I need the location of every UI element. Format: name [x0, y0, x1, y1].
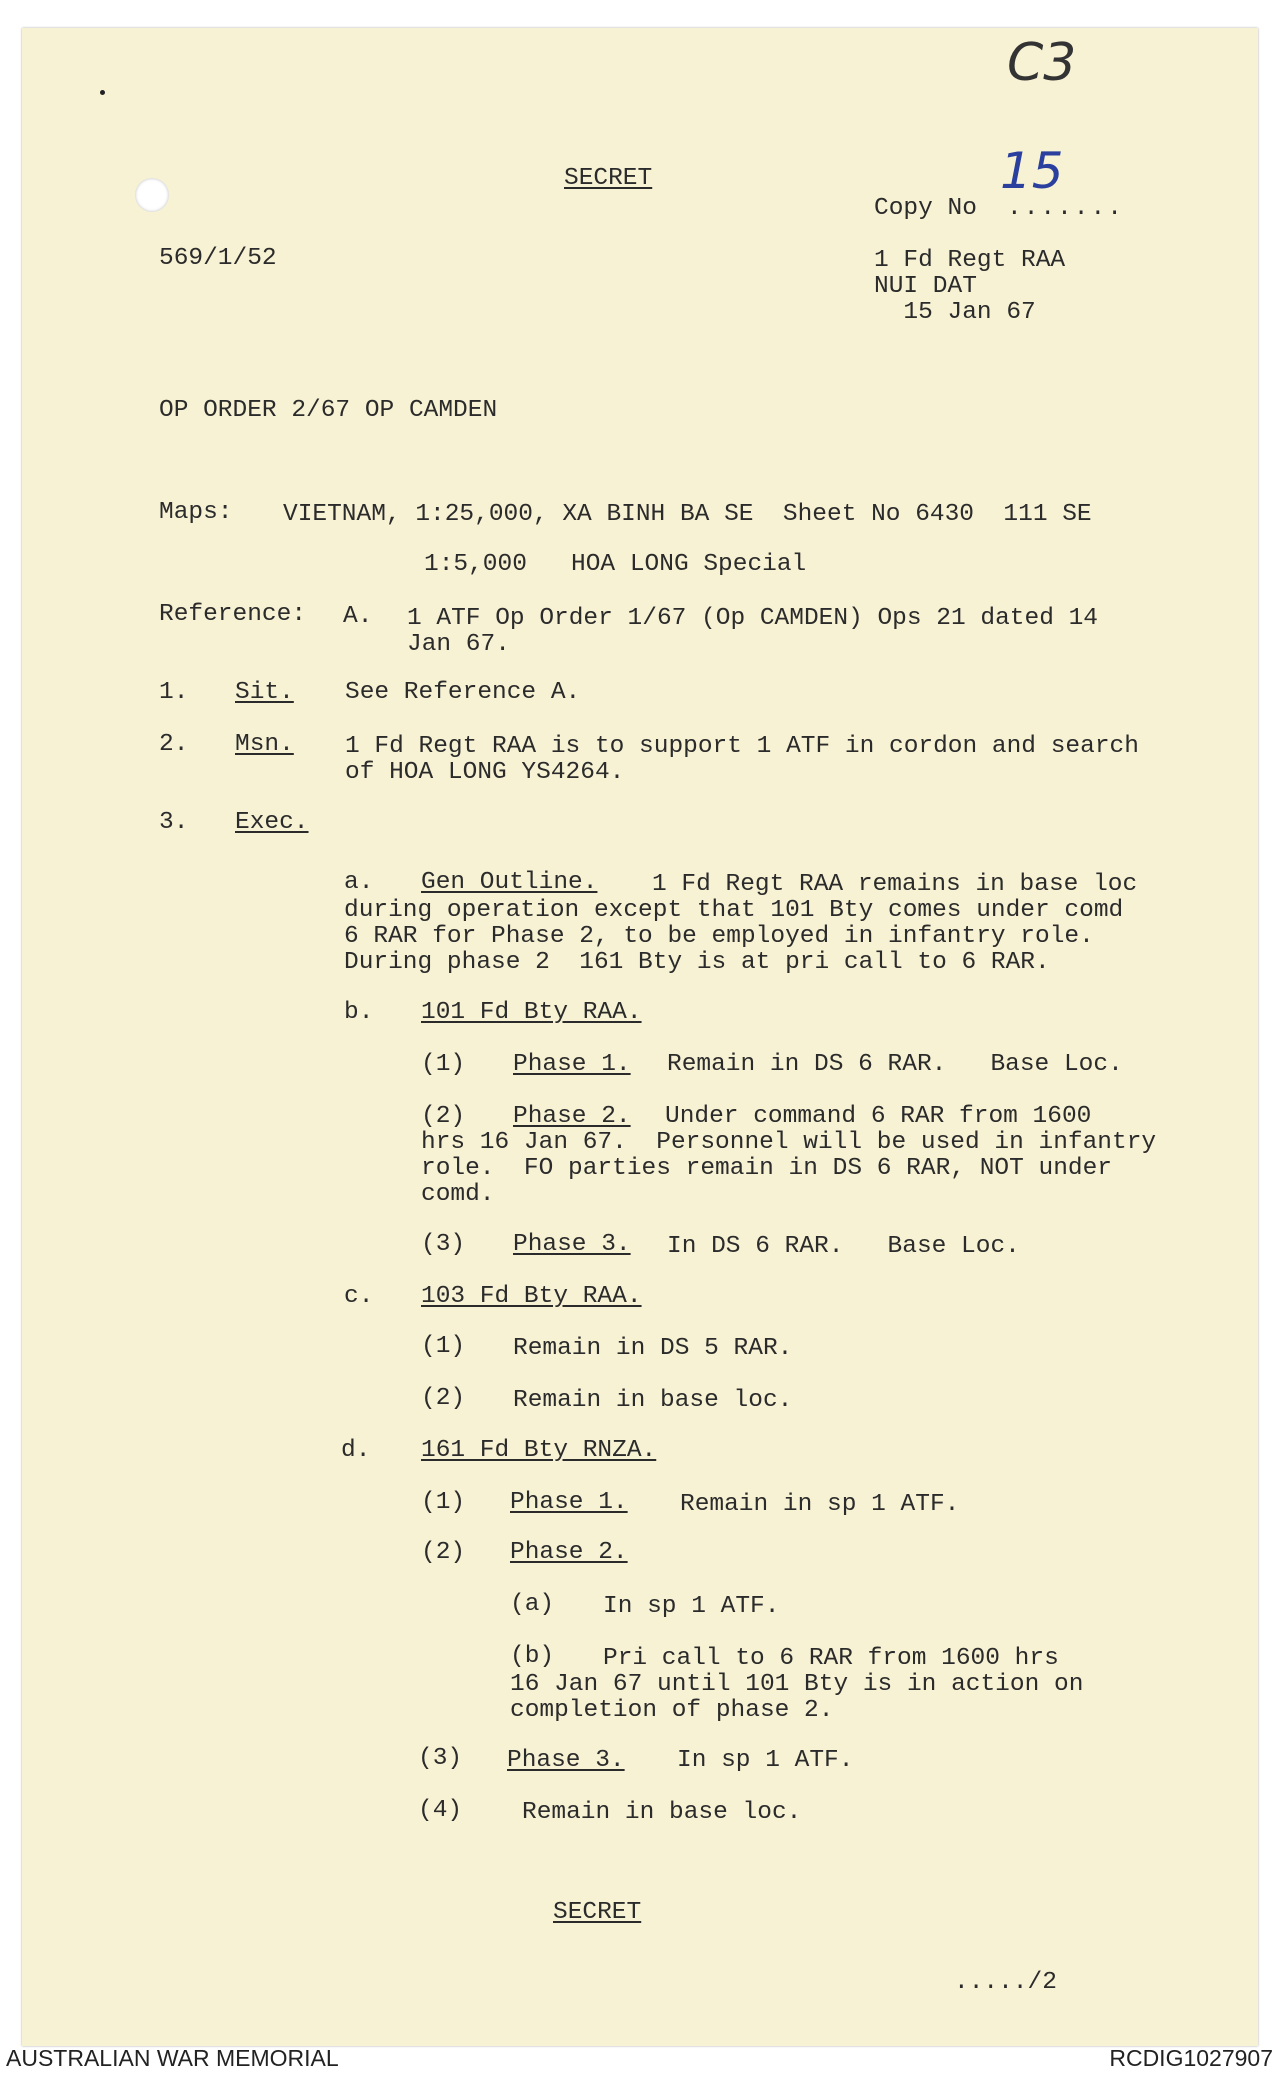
phase-heading: Phase 2.: [510, 1539, 628, 1566]
ink-speck: [100, 90, 105, 95]
bty161-heading: 161 Fd Bty RNZA.: [421, 1437, 657, 1464]
classification-bottom: SECRET: [553, 1899, 642, 1926]
item-text: hrs 16 Jan 67. Personnel will be used in infantry: [421, 1129, 1157, 1156]
subitem-letter: (b): [510, 1643, 555, 1670]
classification-top: SECRET: [564, 165, 653, 192]
subpara-letter: d.: [341, 1437, 371, 1464]
item-number: (1): [421, 1333, 466, 1360]
subitem-text: 16 Jan 67 until 101 Bty is in action on: [510, 1671, 1084, 1698]
continuation-marker: ...../2: [954, 1969, 1057, 1996]
item-number: (3): [418, 1745, 463, 1772]
para-number: 3.: [159, 809, 189, 836]
subpara-letter: a.: [344, 869, 374, 896]
item-number: (1): [421, 1051, 466, 1078]
item-text: Remain in sp 1 ATF.: [680, 1491, 960, 1518]
item-text: role. FO parties remain in DS 6 RAR, NOT under: [421, 1155, 1113, 1182]
maps-line-2: 1:5,000 HOA LONG Special: [424, 551, 807, 578]
record-id: RCDIG1027907: [1109, 2045, 1273, 2071]
order-title: OP ORDER 2/67 OP CAMDEN: [159, 397, 498, 424]
phase-heading: Phase 1.: [513, 1051, 631, 1078]
item-number: (2): [421, 1539, 466, 1566]
gen-outline-heading: Gen Outline.: [421, 869, 598, 896]
bty103-heading: 103 Fd Bty RAA.: [421, 1283, 642, 1310]
para-heading-msn: Msn.: [235, 731, 294, 758]
subitem-text: completion of phase 2.: [510, 1697, 834, 1724]
item-text: Remain in DS 6 RAR. Base Loc.: [667, 1051, 1123, 1078]
punch-hole: [135, 178, 169, 212]
gen-outline-text: During phase 2 161 Bty is at pri call to 6 RAR.: [344, 949, 1050, 976]
gen-outline-text: during operation except that 101 Bty comes under comd: [344, 897, 1124, 924]
bty101-heading: 101 Fd Bty RAA.: [421, 999, 642, 1026]
subitem-letter: (a): [510, 1591, 555, 1618]
origin-unit: 1 Fd Regt RAA: [874, 247, 1066, 274]
reference-line: 1 ATF Op Order 1/67 (Op CAMDEN) Ops 21 dated 14: [407, 605, 1099, 632]
file-reference: 569/1/52: [159, 245, 277, 272]
origin-date: 15 Jan 67: [874, 299, 1036, 326]
item-text: Remain in base loc.: [522, 1799, 802, 1826]
para-number: 2.: [159, 731, 189, 758]
copy-label: Copy No: [874, 195, 977, 222]
item-number: (4): [418, 1797, 463, 1824]
phase-heading: Phase 3.: [513, 1231, 631, 1258]
phase-heading: Phase 1.: [510, 1489, 628, 1516]
subpara-letter: b.: [344, 999, 374, 1026]
para-text: of HOA LONG YS4264.: [345, 759, 625, 786]
document-page: [22, 28, 1258, 2046]
reference-label: Reference:: [159, 601, 307, 628]
gen-outline-text: 1 Fd Regt RAA remains in base loc: [652, 871, 1138, 898]
item-number: (3): [421, 1231, 466, 1258]
handwritten-annotation: C3: [1007, 33, 1077, 93]
phase-heading: Phase 2.: [513, 1103, 631, 1130]
copy-number: 15: [1000, 142, 1064, 200]
copy-dots: .......: [1007, 195, 1124, 222]
para-heading-sit: Sit.: [235, 679, 294, 706]
gen-outline-text: 6 RAR for Phase 2, to be employed in infantry role.: [344, 923, 1094, 950]
archive-credit: AUSTRALIAN WAR MEMORIAL: [6, 2045, 339, 2071]
phase-heading: Phase 3.: [507, 1747, 625, 1774]
subpara-letter: c.: [344, 1283, 374, 1310]
item-text: In sp 1 ATF.: [677, 1747, 854, 1774]
para-text: 1 Fd Regt RAA is to support 1 ATF in cordon and search: [345, 733, 1139, 760]
subitem-text: In sp 1 ATF.: [603, 1593, 780, 1620]
origin-location: NUI DAT: [874, 273, 977, 300]
item-number: (2): [421, 1385, 466, 1412]
para-number: 1.: [159, 679, 189, 706]
reference-letter: A.: [343, 603, 373, 630]
item-text: Remain in base loc.: [513, 1387, 793, 1414]
item-text: Remain in DS 5 RAR.: [513, 1335, 793, 1362]
item-text: Under command 6 RAR from 1600: [665, 1103, 1092, 1130]
item-number: (1): [421, 1489, 466, 1516]
subitem-text: Pri call to 6 RAR from 1600 hrs: [603, 1645, 1059, 1672]
para-heading-exec: Exec.: [235, 809, 309, 836]
maps-line-1: VIETNAM, 1:25,000, XA BINH BA SE Sheet No 6430 111 SE: [283, 501, 1092, 528]
item-text: comd.: [421, 1181, 495, 1208]
item-text: In DS 6 RAR. Base Loc.: [667, 1233, 1020, 1260]
reference-line: Jan 67.: [407, 631, 510, 658]
maps-label: Maps:: [159, 499, 233, 526]
item-number: (2): [421, 1103, 466, 1130]
para-text: See Reference A.: [345, 679, 581, 706]
